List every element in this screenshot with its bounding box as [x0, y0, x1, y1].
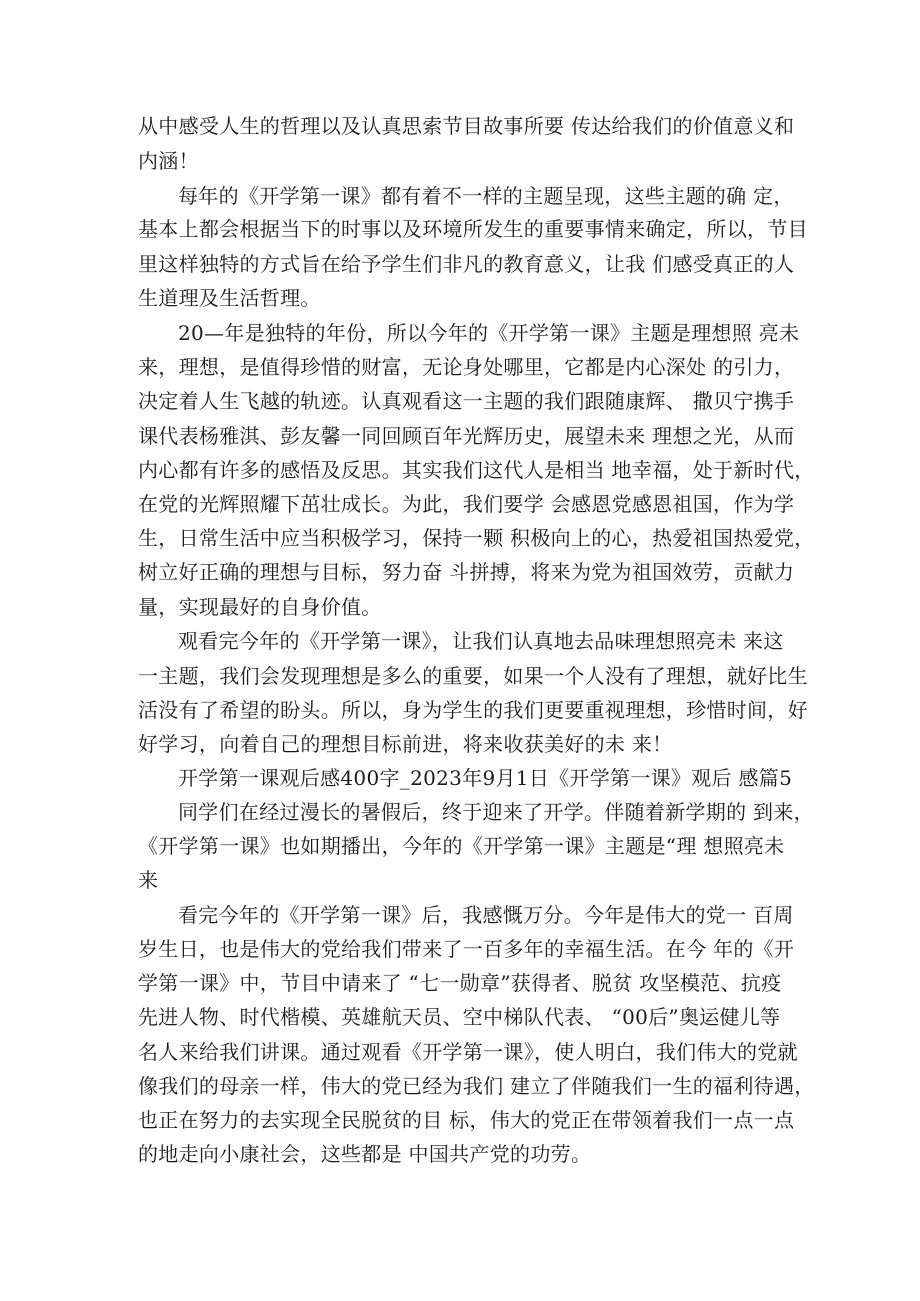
text-line: 的地走向小康社会，这些都是 中国共产党的功劳。: [138, 1142, 592, 1166]
text-line: 在党的光辉照耀下茁壮成长。为此，我们要学 会感恩党感恩祖国，作为学: [138, 492, 795, 516]
text-line: 来: [138, 868, 159, 892]
paragraph-start-line: 同学们在经过漫长的暑假后，终于迎来了开学。伴随着新学期的 到来，: [178, 800, 814, 824]
text-line: 名人来给我们讲课。通过观看《开学第一课》，使人明白，我们伟大的党就: [138, 1040, 798, 1064]
text-line: 像我们的母亲一样，伟大的党已经为我们 建立了伴随我们一生的福利待遇，: [138, 1074, 815, 1098]
paragraph-start-line: 观看完今年的《开学第一课》，让我们认真地去品味理想照亮未 来这: [178, 629, 784, 653]
text-line: 好学习，向着自己的理想目标前进，将来收获美好的未 来！: [138, 732, 673, 756]
text-line: 决定着人生飞越的轨迹。认真观看这一主题的我们跟随康辉、 撒贝宁携手: [138, 389, 795, 413]
text-line: 从中感受人生的哲理以及认真思索节目故事所要 传达给我们的价值意义和: [138, 114, 795, 138]
text-line: 课代表杨雅淇、彭友馨一同回顾百年光辉历史，展望未来 理想之光，从而: [138, 424, 795, 448]
text-line: 基本上都会根据当下的时事以及环境所发生的重要事情来确定，所以，节目: [138, 217, 808, 241]
text-line: 生，日常生活中应当积极学习，保持一颗 积极向上的心，热爱祖国热爱党，: [138, 526, 815, 550]
text-line: 树立好正确的理想与目标，努力奋 斗拼搏，将来为党为祖国效劳，贡献力: [138, 560, 795, 584]
text-line: 内涵！: [138, 149, 199, 173]
text-line: 生道理及生活哲理。: [138, 286, 321, 310]
paragraph-start-line: 每年的《开学第一课》都有着不一样的主题呈现，这些主题的确 定，: [178, 184, 794, 208]
text-line: 内心都有许多的感悟及反思。其实我们这代人是相当 地幸福，处于新时代，: [138, 458, 815, 482]
text-line: 活没有了希望的盼头。所以，身为学生的我们更要重视理想，珍惜时间，好: [138, 698, 808, 722]
text-line: 岁生日，也是伟大的党给我们带来了一百多年的幸福生活。在今 年的《开: [138, 937, 795, 961]
section-heading: 开学第一课观后感400字_2023年9月1日《开学第一课》观后 感篇5: [178, 766, 793, 790]
text-line: 量，实现最好的自身价值。: [138, 595, 382, 619]
text-line: 《开学第一课》也如期播出，今年的《开学第一课》主题是“理 想照亮未: [138, 834, 785, 858]
text-line: 来，理想，是值得珍惜的财富，无论身处哪里，它都是内心深处 的引力，: [138, 355, 795, 379]
text-line: 一主题，我们会发现理想是多么的重要，如果一个人没有了理想，就好比生: [138, 664, 808, 688]
text-line: 先进人物、时代楷模、英雄航天员、空中梯队代表、 “00后”奥运健儿等: [138, 1005, 781, 1029]
text-line: 也正在努力的去实现全民脱贫的目 标，伟大的党正在带领着我们一点一点: [138, 1108, 795, 1132]
text-line: 学第一课》中，节目中请来了 “七一勋章”获得者、脱贫 攻坚模范、抗疫: [138, 971, 782, 995]
paragraph-start-line: 看完今年的《开学第一课》后，我感慨万分。今年是伟大的党一 百周: [178, 903, 794, 927]
paragraph-start-line: 20—年是独特的年份，所以今年的《开学第一课》主题是理想照 亮未: [178, 321, 800, 345]
text-line: 里这样独特的方式旨在给予学生们非凡的教育意义，让我 们感受真正的人: [138, 252, 795, 276]
